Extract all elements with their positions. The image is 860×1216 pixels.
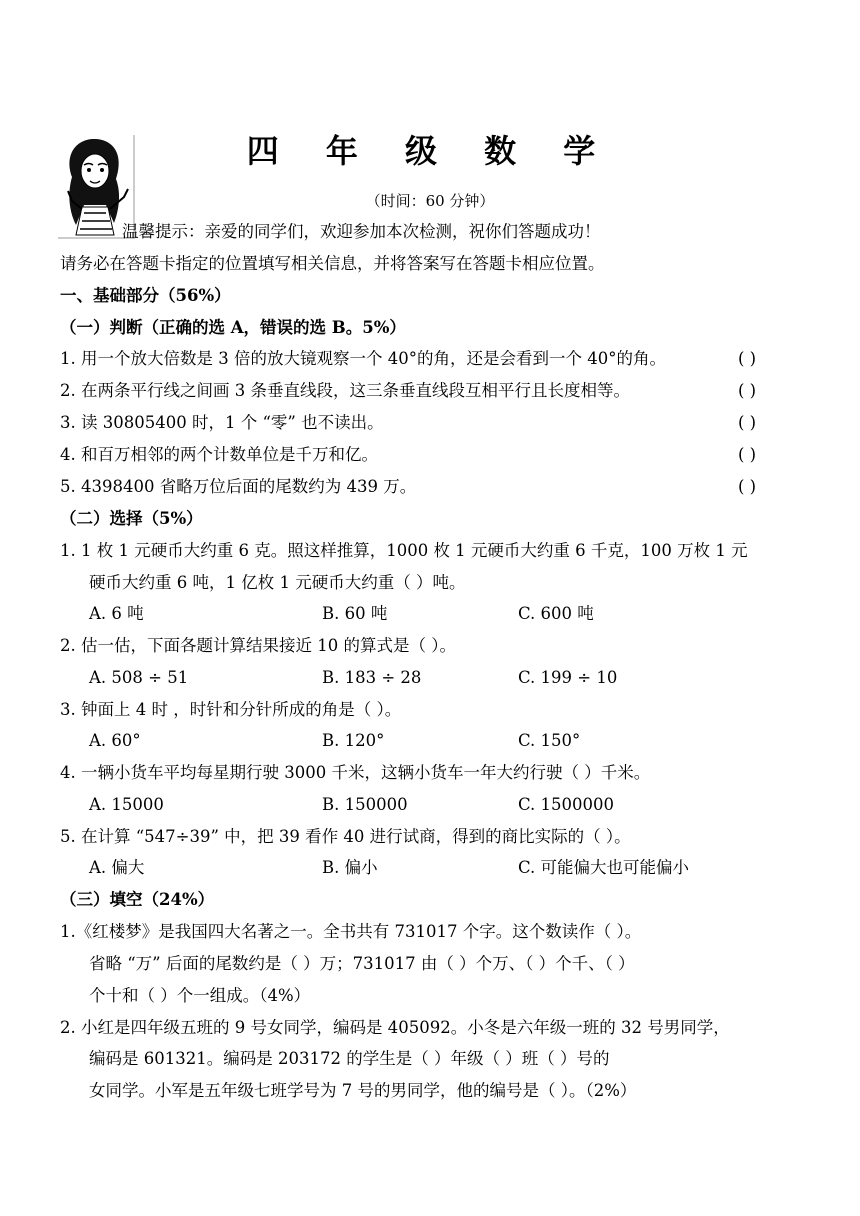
choice-option: A. 60° [89, 731, 141, 750]
choice-option: B. 偏小 [322, 858, 378, 877]
fill-question-cont: 个十和（ ）个一组成。（4%） [89, 986, 311, 1005]
choice-question: 2. 估一估，下面各题计算结果接近 10 的算式是（ ）。 [60, 636, 456, 655]
choice-option: B. 183 ÷ 28 [322, 668, 422, 687]
choice-question-cont: 硬币大约重 6 吨，1 亿枚 1 元硬币大约重（ ）吨。 [89, 573, 466, 592]
section-heading-fill: （三）填空（24%） [60, 890, 215, 909]
judge-item: 2. 在两条平行线之间画 3 条垂直线段，这三条垂直线段互相平行且长度相等。 [60, 381, 630, 400]
answer-paren: ( ) [738, 381, 757, 400]
fill-question-cont: 省略 “万” 后面的尾数约是（ ）万；731017 由（ ）个万、（ ）个千、（ ） [89, 954, 635, 973]
answer-paren: ( ) [738, 445, 757, 464]
choice-question: 3. 钟面上 4 时 ，时针和分针所成的角是（ ）。 [60, 700, 402, 719]
judge-item: 4. 和百万相邻的两个计数单位是千万和亿。 [60, 445, 378, 464]
fill-question: 2. 小红是四年级五班的 9 号女同学，编码是 405092。小冬是六年级一班的 32 号男同学， [60, 1018, 730, 1037]
choice-option: C. 600 吨 [518, 604, 594, 623]
answer-paren: ( ) [738, 413, 757, 432]
tip-text: 温馨提示：亲爱的同学们，欢迎参加本次检测，祝你们答题成功！ [122, 222, 601, 241]
judge-item: 5. 4398400 省略万位后面的尾数约为 439 万。 [60, 477, 417, 496]
instruction-text: 请务必在答题卡指定的位置填写相关信息，并将答案写在答题卡相应位置。 [60, 254, 605, 273]
choice-option: C. 199 ÷ 10 [518, 668, 618, 687]
choice-option: A. 偏大 [89, 858, 145, 877]
choice-option: C. 150° [518, 731, 581, 750]
choice-question: 1. 1 枚 1 元硬币大约重 6 克。照这样推算，1000 枚 1 元硬币大约重 6 千克，100 万枚 1 元 [60, 541, 748, 560]
choice-option: A. 15000 [89, 795, 164, 814]
answer-paren: ( ) [738, 477, 757, 496]
choice-question: 5. 在计算 “547÷39” 中，把 39 看作 40 进行试商，得到的商比实际的（ ）。 [60, 827, 631, 846]
fill-question-cont: 编码是 601321。编码是 203172 的学生是（ ）年级（ ）班（ ）号的 [89, 1049, 610, 1068]
section-heading-choice: （二）选择（5%） [60, 509, 203, 528]
section-heading-judge: （一）判断（正确的选 A，错误的选 B。5%） [60, 318, 406, 337]
page-title: 四 年 级 数 学 [246, 132, 614, 170]
choice-option: A. 6 吨 [89, 604, 144, 623]
choice-question: 4. 一辆小货车平均每星期行驶 3000 千米，这辆小货车一年大约行驶（ ）千米。 [60, 763, 651, 782]
choice-option: B. 120° [322, 731, 385, 750]
answer-paren: ( ) [738, 349, 757, 368]
part-heading: 一、基础部分（56%） [60, 286, 231, 305]
fill-question-cont: 女同学。小军是五年级七班学号为 7 号的男同学，他的编号是（ ）。（2%） [89, 1081, 637, 1100]
choice-option: B. 60 吨 [322, 604, 388, 623]
judge-item: 1. 用一个放大倍数是 3 倍的放大镜观察一个 40°的角，还是会看到一个 40°的角。 [60, 349, 666, 368]
choice-option: C. 可能偏大也可能偏小 [518, 858, 690, 877]
fill-question: 1.《红楼梦》是我国四大名著之一。全书共有 731017 个字。这个数读作（ ）。 [60, 922, 642, 941]
exam-time: （时间：60 分钟） [365, 192, 495, 210]
choice-option: A. 508 ÷ 51 [89, 668, 189, 687]
choice-option: C. 1500000 [518, 795, 615, 814]
choice-option: B. 150000 [322, 795, 408, 814]
judge-item: 3. 读 30805400 时，1 个 “零” 也不读出。 [60, 413, 384, 432]
